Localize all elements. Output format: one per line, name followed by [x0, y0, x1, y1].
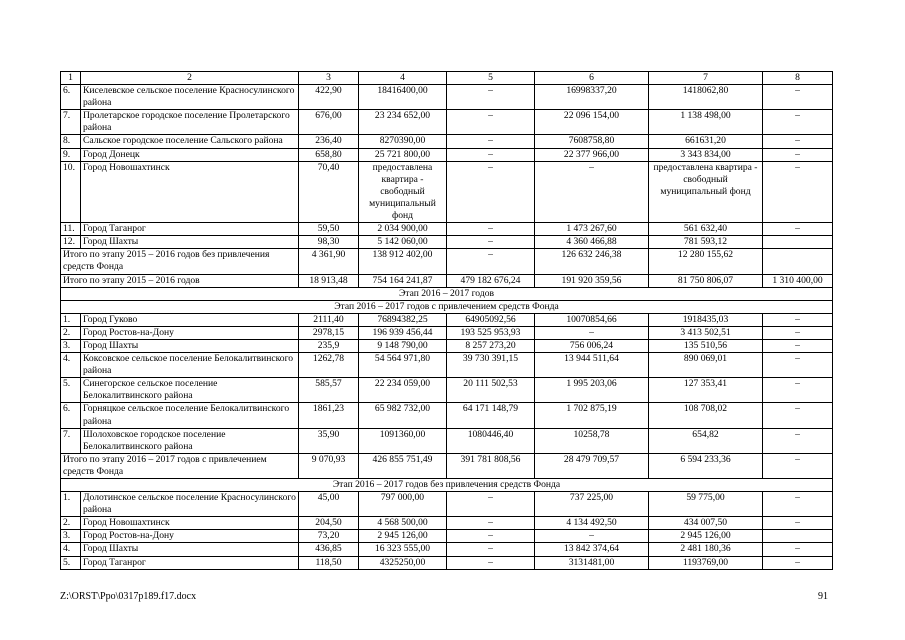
table-cell: 10258,78 [535, 428, 649, 453]
municipality-name: Долотинское сельское поселение Красносулинского района [81, 492, 299, 517]
table-row [61, 148, 833, 161]
table-cell: 25 721 800,00 [359, 148, 447, 161]
header-cell: 6 [535, 72, 649, 85]
table-row [61, 85, 833, 110]
table-cell: 13 842 374,64 [535, 543, 649, 556]
total-cell: 18 913,48 [299, 274, 359, 287]
table-cell: – [447, 517, 535, 530]
table-cell: – [447, 556, 535, 569]
total-label: Итого по этапу 2015 – 2016 годов без привлечения средств Фонда [61, 249, 299, 274]
table-row [61, 135, 833, 148]
row-number: 4. [61, 543, 81, 556]
header-cell: 3 [299, 72, 359, 85]
table-cell: – [447, 110, 535, 135]
table-cell: 22 234 059,00 [359, 378, 447, 403]
table-cell: 434 007,50 [649, 517, 763, 530]
row-number: 10. [61, 161, 81, 222]
table-cell: – [763, 313, 833, 326]
header-cell: 5 [447, 72, 535, 85]
row-number: 6. [61, 403, 81, 428]
table-row [61, 492, 833, 517]
table-cell: 2 481 180,36 [649, 543, 763, 556]
table-row [61, 313, 833, 326]
table-cell: 3 413 502,51 [649, 326, 763, 339]
table-cell: – [535, 530, 649, 543]
total-cell: 81 750 806,07 [649, 274, 763, 287]
table-cell: – [763, 403, 833, 428]
table-cell: 54 564 971,80 [359, 353, 447, 378]
table-cell [763, 530, 833, 543]
table-cell: 585,57 [299, 378, 359, 403]
table-cell: 1091360,00 [359, 428, 447, 453]
table-cell: 781 593,12 [649, 236, 763, 249]
table-cell: 73,20 [299, 530, 359, 543]
table-cell: 3 343 834,00 [649, 148, 763, 161]
table-cell: 422,90 [299, 85, 359, 110]
table-cell: 196 939 456,44 [359, 326, 447, 339]
table-cell: 135 510,56 [649, 339, 763, 352]
table-cell: – [763, 378, 833, 403]
total-label: Итого по этапу 2016 – 2017 годов с привлечением средств Фонда [61, 453, 299, 478]
table-cell: 1 473 267,60 [535, 223, 649, 236]
table-cell: 1 138 498,00 [649, 110, 763, 135]
table-cell: 561 632,40 [649, 223, 763, 236]
table-cell: – [763, 110, 833, 135]
table-row [61, 110, 833, 135]
municipality-name: Синегорское сельское поселение Белокалитвинского района [81, 378, 299, 403]
table-cell: – [763, 353, 833, 378]
table-cell: – [447, 223, 535, 236]
table-cell: – [763, 326, 833, 339]
table-row [61, 353, 833, 378]
table-cell: 235,9 [299, 339, 359, 352]
row-number: 1. [61, 313, 81, 326]
municipality-name: Сальское городское поселение Сальского района [81, 135, 299, 148]
row-number: 3. [61, 339, 81, 352]
table-row [61, 339, 833, 352]
row-number: 12. [61, 236, 81, 249]
table-cell: 1080446,40 [447, 428, 535, 453]
header-row [61, 72, 833, 85]
table-cell: – [447, 161, 535, 222]
total-cell: 6 594 233,36 [649, 453, 763, 478]
table-cell: 676,00 [299, 110, 359, 135]
table-cell: 45,00 [299, 492, 359, 517]
municipality-name: Город Гуково [81, 313, 299, 326]
table-cell: – [763, 517, 833, 530]
table-cell: 4 568 500,00 [359, 517, 447, 530]
table-cell: 737 225,00 [535, 492, 649, 517]
total-row [61, 249, 833, 274]
table-cell: 59 775,00 [649, 492, 763, 517]
table-cell: 20 111 502,53 [447, 378, 535, 403]
table-cell: 65 982 732,00 [359, 403, 447, 428]
table-cell: – [763, 85, 833, 110]
stage-heading-row [61, 300, 833, 313]
table-cell: 2111,40 [299, 313, 359, 326]
table-cell: 2 034 900,00 [359, 223, 447, 236]
table-cell: 890 069,01 [649, 353, 763, 378]
total-cell: 9 070,93 [299, 453, 359, 478]
municipality-name: Город Ростов-на-Дону [81, 326, 299, 339]
total-cell [763, 249, 833, 274]
total-cell: 138 912 402,00 [359, 249, 447, 274]
row-number: 9. [61, 148, 81, 161]
table-cell: – [763, 428, 833, 453]
table-row [61, 428, 833, 453]
table-cell: – [447, 148, 535, 161]
stage-heading-row [61, 479, 833, 492]
table-cell: – [447, 530, 535, 543]
table-cell: – [763, 161, 833, 222]
total-cell: – [447, 249, 535, 274]
row-number: 8. [61, 135, 81, 148]
stage-subheading: Этап 2016 – 2017 годов с привлечением средств Фонда [61, 300, 833, 313]
table-cell: 7608758,80 [535, 135, 649, 148]
table-cell: – [763, 223, 833, 236]
table-cell: 2 945 126,00 [649, 530, 763, 543]
table-cell: – [763, 492, 833, 517]
header-cell: 2 [81, 72, 299, 85]
table-cell: 2 945 126,00 [359, 530, 447, 543]
table-cell: – [763, 556, 833, 569]
table-cell: 98,30 [299, 236, 359, 249]
row-number: 6. [61, 85, 81, 110]
table-cell: 756 006,24 [535, 339, 649, 352]
municipality-name: Пролетарское городское поселение Пролетарского района [81, 110, 299, 135]
table-cell: 2978,15 [299, 326, 359, 339]
total-row [61, 274, 833, 287]
table-cell: 76894382,25 [359, 313, 447, 326]
table-cell: – [447, 236, 535, 249]
municipality-name: Город Донецк [81, 148, 299, 161]
table-cell: 654,82 [649, 428, 763, 453]
table-cell: – [535, 326, 649, 339]
table-cell: 118,50 [299, 556, 359, 569]
table-cell: 9 148 790,00 [359, 339, 447, 352]
municipality-name: Город Новошахтинск [81, 517, 299, 530]
table-row [61, 543, 833, 556]
table-row [61, 236, 833, 249]
table-cell: 35,90 [299, 428, 359, 453]
table-cell: 4325250,00 [359, 556, 447, 569]
table-cell: 59,50 [299, 223, 359, 236]
table-cell: – [447, 543, 535, 556]
table-cell: – [763, 543, 833, 556]
total-cell: 479 182 676,24 [447, 274, 535, 287]
table-cell: 1418062,80 [649, 85, 763, 110]
table-cell: 3131481,00 [535, 556, 649, 569]
row-number: 4. [61, 353, 81, 378]
municipality-name: Город Шахты [81, 543, 299, 556]
total-cell: 391 781 808,56 [447, 453, 535, 478]
table-row [61, 378, 833, 403]
header-cell: 7 [649, 72, 763, 85]
municipality-name: Горняцкое сельское поселение Белокалитвинского района [81, 403, 299, 428]
table-cell: предоставлена квартира - свободный муниципальный фонд [649, 161, 763, 222]
table-cell: – [763, 339, 833, 352]
row-number: 1. [61, 492, 81, 517]
total-cell: 4 361,90 [299, 249, 359, 274]
row-number: 7. [61, 428, 81, 453]
page-number: 91 [818, 591, 828, 602]
table-cell: 193 525 953,93 [447, 326, 535, 339]
municipality-name: Город Шахты [81, 339, 299, 352]
header-cell: 8 [763, 72, 833, 85]
table-cell: 10070854,66 [535, 313, 649, 326]
total-cell: 1 310 400,00 [763, 274, 833, 287]
total-cell: 28 479 709,57 [535, 453, 649, 478]
header-cell: 4 [359, 72, 447, 85]
table-cell: 4 360 466,88 [535, 236, 649, 249]
table-row [61, 403, 833, 428]
table-row [61, 556, 833, 569]
table-cell: – [447, 135, 535, 148]
row-number: 5. [61, 556, 81, 569]
table-cell: 16 323 555,00 [359, 543, 447, 556]
table-cell: 16998337,20 [535, 85, 649, 110]
table-row [61, 161, 833, 222]
municipality-name: Город Новошахтинск [81, 161, 299, 222]
table-cell: 23 234 652,00 [359, 110, 447, 135]
table-cell: 4 134 492,50 [535, 517, 649, 530]
table-cell: 1 995 203,06 [535, 378, 649, 403]
table-cell: 39 730 391,15 [447, 353, 535, 378]
header-cell: 1 [61, 72, 81, 85]
row-number: 5. [61, 378, 81, 403]
row-number: 2. [61, 326, 81, 339]
table-row [61, 530, 833, 543]
table-cell: 1918435,03 [649, 313, 763, 326]
table-cell: 661631,20 [649, 135, 763, 148]
table-cell: 5 142 060,00 [359, 236, 447, 249]
table-cell: 70,40 [299, 161, 359, 222]
table-cell: – [447, 492, 535, 517]
file-path-footer: Z:\ORST\Ppo\0317p189.f17.docx [60, 591, 197, 602]
table-cell: предоставлена квартира - свободный муниципальный фонд [359, 161, 447, 222]
total-cell: 12 280 155,62 [649, 249, 763, 274]
data-table [60, 71, 833, 570]
table-cell: 1861,23 [299, 403, 359, 428]
table-row [61, 517, 833, 530]
row-number: 7. [61, 110, 81, 135]
table-row [61, 326, 833, 339]
municipality-name: Город Шахты [81, 236, 299, 249]
municipality-name: Шолоховское городское поселение Белокалитвинского района [81, 428, 299, 453]
table-cell: 658,80 [299, 148, 359, 161]
total-cell: – [763, 453, 833, 478]
table-cell: 236,40 [299, 135, 359, 148]
table-cell: 108 708,02 [649, 403, 763, 428]
municipality-name: Город Таганрог [81, 223, 299, 236]
stage-subheading: Этап 2016 – 2017 годов без привлечения средств Фонда [61, 479, 833, 492]
table-cell: 64905092,56 [447, 313, 535, 326]
table-row [61, 223, 833, 236]
table-cell: 22 377 966,00 [535, 148, 649, 161]
total-label: Итого по этапу 2015 – 2016 годов [61, 274, 299, 287]
table-cell: 13 944 511,64 [535, 353, 649, 378]
table-cell: 18416400,00 [359, 85, 447, 110]
table-cell: 204,50 [299, 517, 359, 530]
total-cell: 126 632 246,38 [535, 249, 649, 274]
table-cell: 1193769,00 [649, 556, 763, 569]
row-number: 11. [61, 223, 81, 236]
table-cell [763, 236, 833, 249]
row-number: 3. [61, 530, 81, 543]
municipality-name: Киселевское сельское поселение Красносулинского района [81, 85, 299, 110]
table-cell: 797 000,00 [359, 492, 447, 517]
table-cell: 1262,78 [299, 353, 359, 378]
municipality-name: Город Ростов-на-Дону [81, 530, 299, 543]
table-cell: 64 171 148,79 [447, 403, 535, 428]
table-cell: 8 257 273,20 [447, 339, 535, 352]
table-cell: 436,85 [299, 543, 359, 556]
table-cell: 127 353,41 [649, 378, 763, 403]
stage-heading: Этап 2016 – 2017 годов [61, 287, 833, 300]
total-cell: 191 920 359,56 [535, 274, 649, 287]
municipality-name: Коксовское сельское поселение Белокалитвинского района [81, 353, 299, 378]
total-cell: 754 164 241,87 [359, 274, 447, 287]
table-cell: – [535, 161, 649, 222]
total-cell: 426 855 751,49 [359, 453, 447, 478]
table-cell: 1 702 875,19 [535, 403, 649, 428]
total-row [61, 453, 833, 478]
municipality-name: Город Таганрог [81, 556, 299, 569]
table-cell: – [447, 85, 535, 110]
row-number: 2. [61, 517, 81, 530]
stage-heading-row [61, 287, 833, 300]
table-cell: – [763, 148, 833, 161]
table-cell: – [763, 135, 833, 148]
table-cell: 8270390,00 [359, 135, 447, 148]
table-cell: 22 096 154,00 [535, 110, 649, 135]
